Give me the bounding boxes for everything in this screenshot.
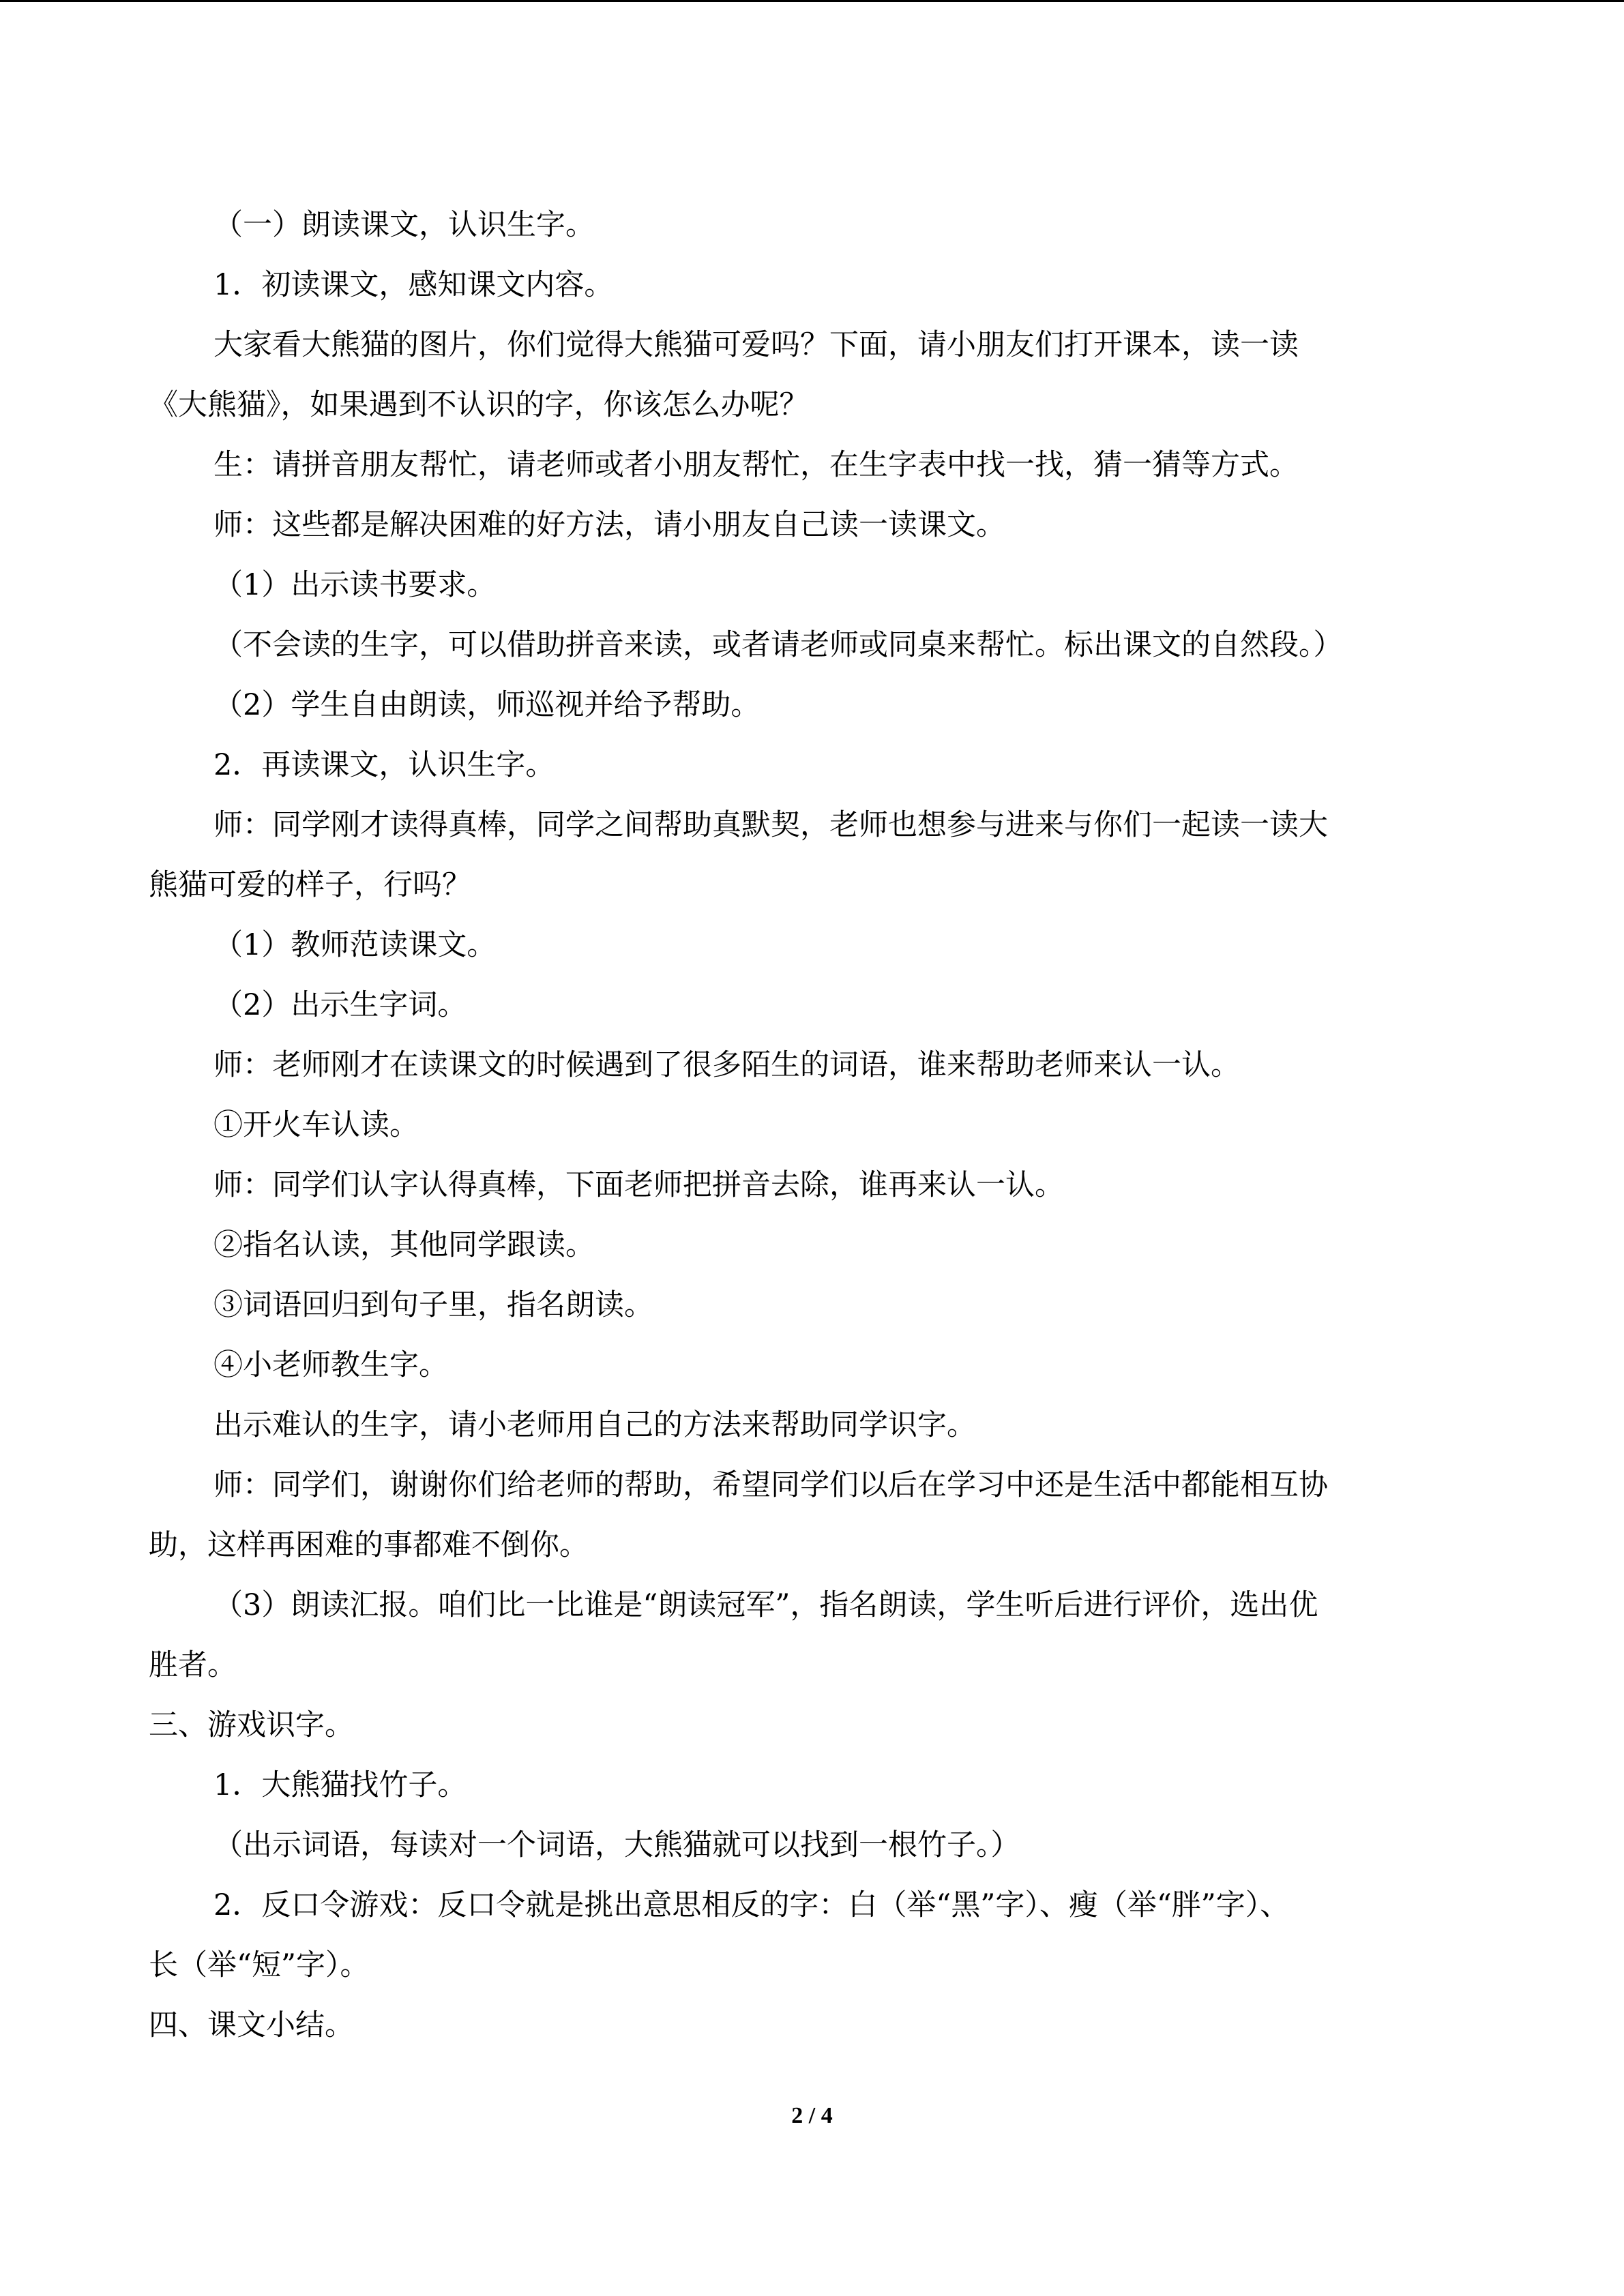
top-border-rule: [0, 0, 1624, 2]
list-item: ②指名认读，其他同学跟读。: [213, 1228, 595, 1262]
paragraph-line: 师：老师刚才在读课文的时候遇到了很多陌生的词语，谁来帮助老师来认一认。: [213, 1048, 1240, 1082]
section-heading: 三、游戏识字。: [149, 1708, 354, 1742]
substep-line: （1）出示读书要求。: [213, 568, 497, 602]
section-heading: （一）朗读课文，认识生字。: [213, 208, 595, 242]
paragraph-line: 生：请拼音朋友帮忙，请老师或者小朋友帮忙，在生字表中找一找，猜一猜等方式。: [213, 448, 1299, 482]
substep-line: （2）出示生字词。: [213, 988, 467, 1022]
paragraph-line: 助，这样再困难的事都难不倒你。: [149, 1528, 589, 1562]
step-heading: 2．反口令游戏：反口令就是挑出意思相反的字：白（举“黑”字）、瘦（举“胖”字）、: [213, 1888, 1290, 1922]
paragraph-line: 师：同学刚才读得真棒，同学之间帮助真默契，老师也想参与进来与你们一起读一读大: [213, 808, 1328, 842]
paragraph-line: （不会读的生字，可以借助拼音来读，或者请老师或同桌来帮忙。标出课文的自然段。）: [213, 628, 1343, 662]
list-item: ①开火车认读。: [213, 1108, 419, 1142]
substep-line: （1）教师范读课文。: [213, 928, 497, 962]
paragraph-line: 师：这些都是解决困难的好方法，请小朋友自己读一读课文。: [213, 508, 1005, 542]
page-number: 2 / 4: [791, 2103, 833, 2128]
list-item: ④小老师教生字。: [213, 1348, 448, 1382]
paragraph-line: 师：同学们认字认得真棒，下面老师把拼音去除，谁再来认一认。: [213, 1168, 1064, 1202]
paragraph-line: （出示词语，每读对一个词语，大熊猫就可以找到一根竹子。）: [213, 1828, 1020, 1862]
paragraph-line: 出示难认的生字，请小老师用自己的方法来帮助同学识字。: [213, 1408, 976, 1442]
section-heading: 四、课文小结。: [149, 2008, 354, 2042]
step-heading: 2．再读课文，认识生字。: [213, 748, 555, 782]
paragraph-line: 《大熊猫》，如果遇到不认识的字，你该怎么办呢？: [149, 388, 809, 422]
paragraph-line: 长（举“短”字）。: [149, 1948, 370, 1982]
substep-line: （2）学生自由朗读，师巡视并给予帮助。: [213, 688, 761, 722]
paragraph-line: 胜者。: [149, 1648, 237, 1682]
list-item: ③词语回归到句子里，指名朗读。: [213, 1288, 653, 1322]
paragraph-line: 大家看大熊猫的图片，你们觉得大熊猫可爱吗？下面，请小朋友们打开课本，读一读: [213, 328, 1299, 362]
substep-line: （3）朗读汇报。咱们比一比谁是“朗读冠军”，指名朗读，学生听后进行评价，选出优: [213, 1588, 1318, 1622]
paragraph-line: 师：同学们，谢谢你们给老师的帮助，希望同学们以后在学习中还是生活中都能相互协: [213, 1468, 1328, 1502]
paragraph-line: 熊猫可爱的样子，行吗？: [149, 868, 471, 902]
step-heading: 1．初读课文，感知课文内容。: [213, 268, 614, 302]
step-heading: 1．大熊猫找竹子。: [213, 1768, 467, 1802]
